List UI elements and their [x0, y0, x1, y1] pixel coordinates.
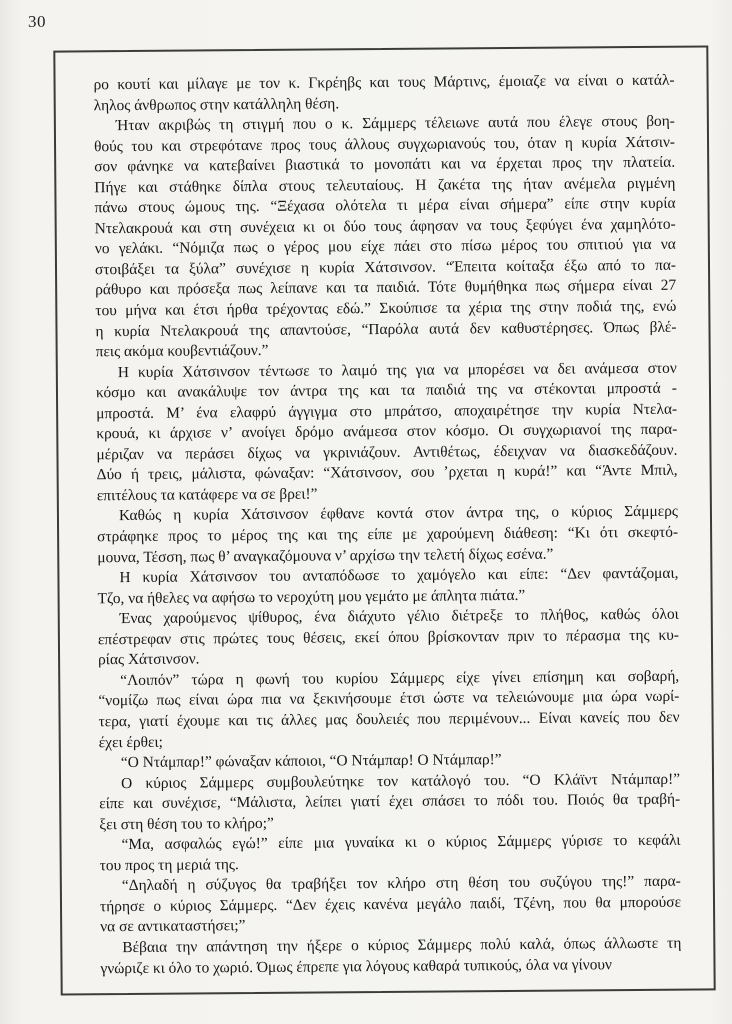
text-line: μέριζαν να περάσει δίχως να γκρινιάζουν. Αντιθέτως, έδειχναν να διασκεδάζουν. — [96, 441, 678, 464]
text-line: ράθυρο και πρόσεξα πως λείπανε και τα παιδιά. Τότε θυμήθηκα πως σήμερα είναι 27 — [95, 277, 677, 299]
text-line: πεις ακόμα κουβεντιάζουν.” — [95, 342, 269, 361]
text-line: Ένας χαρούμενος ψίθυρος, ένα διάχυτο γέλιο διέτρεξε το πλήθος, καθώς όλοι — [119, 605, 679, 628]
text-line: να σε αντικαταστήσει;” — [100, 917, 246, 936]
text-line: κρουά, κι άρχισε ν’ ανοίγει δρόμο ανάμεσα στον κόσμο. Οι συγχωριανοί της παρα- — [96, 420, 678, 443]
text-line: “Λοιπόν” τώρα η φωνή του κυρίου Σάμμερς είχε γίνει επίσημη και σοβαρή, — [120, 667, 680, 689]
text-line: επέστρεφαν στις πρώτες τους θέσεις, εκεί όπου βρίσκονταν πριν το πέρασμα της κυ- — [97, 626, 679, 649]
text-line: ξει στη θέση του το κλήρο;” — [99, 814, 274, 833]
text-line: στοιβάξει τα ξύλα” συνέχισε η κυρία Χάτσινσον. “Έπειτα κοίταξα έξω από το πα- — [94, 256, 677, 279]
text-line: τερα, γιατί έχουμε και τις άλλες μας δουλειές που περιμένουν... Είναι κανείς που δεν — [98, 708, 680, 731]
text-frame-border — [53, 45, 715, 995]
text-line: του μήνα και έτσι ήρθα τρέχοντας εδώ.” Σκούπισε τα χέρια της στην ποδιά της, ενώ — [95, 297, 677, 320]
text-line: Καθώς η κυρία Χάτσινσον έφθανε κοντά στον άντρα της, ο κύριος Σάμμερς — [118, 503, 679, 525]
paragraph-2 — [94, 112, 677, 363]
paragraph-3 — [96, 358, 678, 506]
text-line: στράφηκε προς το μέρος της και της είπε με χαρούμενη διάθεση: “Κι ότι σκεφτό- — [97, 523, 679, 546]
text-line: Δύο ή τρεις, μάλιστα, φώναξαν: “Χάτσινσον, σου ’ρχεται η κυρά!” και “Άντε Μπιλ, — [96, 462, 678, 484]
text-line: κόσμο και ανακάλυψε τον άντρα της και τα παιδιά της να στέκονται μπροστά - — [95, 379, 678, 402]
text-line: θούς του και στρεφότανε προς τους άλλους συγχωριανούς του, όταν η κυρία Χάτσιν- — [93, 133, 676, 155]
paragraph-10 — [99, 831, 680, 877]
text-line: η κυρία Ντελακρουά της απαντούσε, “Παρόλα αυτά δεν καθυστέρησες. Όπως βλέ- — [95, 318, 677, 340]
text-line: μουνα, Τέσση, πως θ’ αναγκαζόμουνα ν’ αρχίσω την τελετή δίχως εσένα.” — [97, 545, 554, 566]
paragraph-12 — [100, 934, 681, 980]
text-line: Βέβαια την απάντηση την ήξερε ο κύριος Σάμμερς πολύ καλά, όπως άλλωστε τη — [122, 934, 682, 957]
text-line: επιτέλους τα κατάφερε να σε βρει!” — [96, 485, 318, 505]
text-line: του προς τη μεριά της. — [99, 855, 239, 875]
text-line: ληλος άνθρωπος στην κατάλληλη θέση. — [93, 94, 340, 114]
text-line: Ντελακρουά και στη συνέχεια κι οι δύο τους άφησαν να τους ξεφύγει ένα χαμηλότο- — [94, 215, 676, 238]
paragraph-4 — [97, 502, 678, 568]
paragraph-11 — [100, 872, 681, 938]
text-line: μπροστά. Μ’ ένα ελαφρύ άγγιγμα στο μπράτσο, αποχαιρέτησε την κυρία Ντελα- — [96, 400, 678, 423]
text-line: “Δηλαδή η σύζυγος θα τραβήξει τον κλήρο στη θέση του συζύγου της!” παρα- — [121, 873, 681, 895]
text-line: Η κυρία Χάτσινσον του ανταπόδωσε το χαμόγελο και είπε: “Δεν φαντάζομαι, — [119, 564, 679, 587]
text-line: έχει έρθει; — [98, 733, 163, 751]
paragraph-6 — [98, 605, 679, 671]
text-line: σον φάνηκε να κατεβαίνει βιαστικά το μονοπάτι και να έρχεται προς την πλατεία. — [94, 153, 676, 176]
text-line: “Μα, ασφαλώς εγώ!” είπε μια γυναίκα κι ο κύριος Σάμμερς γύρισε το κεφάλι — [121, 831, 681, 854]
paragraph-5 — [97, 564, 678, 610]
text-line: Ήταν ακριβώς τη στιγμή που ο κ. Σάμμερς τέλειωνε αυτά που έλεγε στους βοη- — [115, 112, 675, 135]
text-line: τήρησε ο κύριος Σάμμερς. “Δεν έχεις κανένα μεγάλο παιδί, Τζένη, που θα μπορούσε — [99, 893, 682, 916]
text-line: είπε και συνέχισε, “Μάλιστα, λείπει γιατί έχει σπάσει το πόδι του. Ποιός θα τραβή- — [99, 790, 681, 813]
page-number: 30 — [28, 12, 46, 31]
paragraph-7 — [98, 667, 680, 754]
text-line: νο γελάκι. “Νόμιζα πως ο γέρος μου είχε πάει στο πίσω μέρος του σπιτιού για να — [94, 236, 676, 258]
text-line: Πήγε και στάθηκε δίπλα στους τελευταίους. Η ζακέτα της ήταν ανέμελα ριγμένη — [94, 174, 676, 197]
text-line: ρο κουτί και μίλαγε με τον κ. Γκρέηβς και τους Μάρτινς, έμοιαζε να είναι ο κατάλ- — [93, 71, 675, 94]
text-line: πάνω στους ώμους της. “Ξέχασα ολότελα τι μέρα είναι σήμερα” είπε στην κυρία — [94, 194, 676, 217]
paragraph-9 — [99, 769, 680, 835]
text-line: γνώριζε κι όλο το χωριό. Όμως έπρεπε για λόγους καθαρά τυπικούς, όλα να γίνουν — [100, 955, 612, 977]
text-line: “νομίζω πως είναι ώρα πια να ξεκινήσουμε έτσι ώστε να τελειώνουμε μια ώρα νωρί- — [98, 688, 680, 710]
text-line: Τζο, να ήθελες να αφήσω το νεροχύτη μου γεμάτο με άπλητα πιάτα.” — [97, 586, 526, 607]
text-line: Ο κύριος Σάμμερς συμβουλεύτηκε τον κατάλογό του. “Ο Κλάϊντ Ντάμπαρ!” — [120, 770, 681, 792]
text-line: ρίας Χάτσινσον. — [98, 650, 200, 669]
text-line: Η κυρία Χάτσινσον τέντωσε το λαιμό της για να μπορέσει να δει ανάμεσα στον — [117, 359, 677, 381]
paragraph-1 — [93, 71, 674, 117]
text-line: “Ο Ντάμπαρ!” φώναξαν κάποιοι, “Ο Ντάμπαρ! Ο Ντάμπαρ!” — [120, 751, 502, 772]
body-text — [93, 71, 681, 980]
